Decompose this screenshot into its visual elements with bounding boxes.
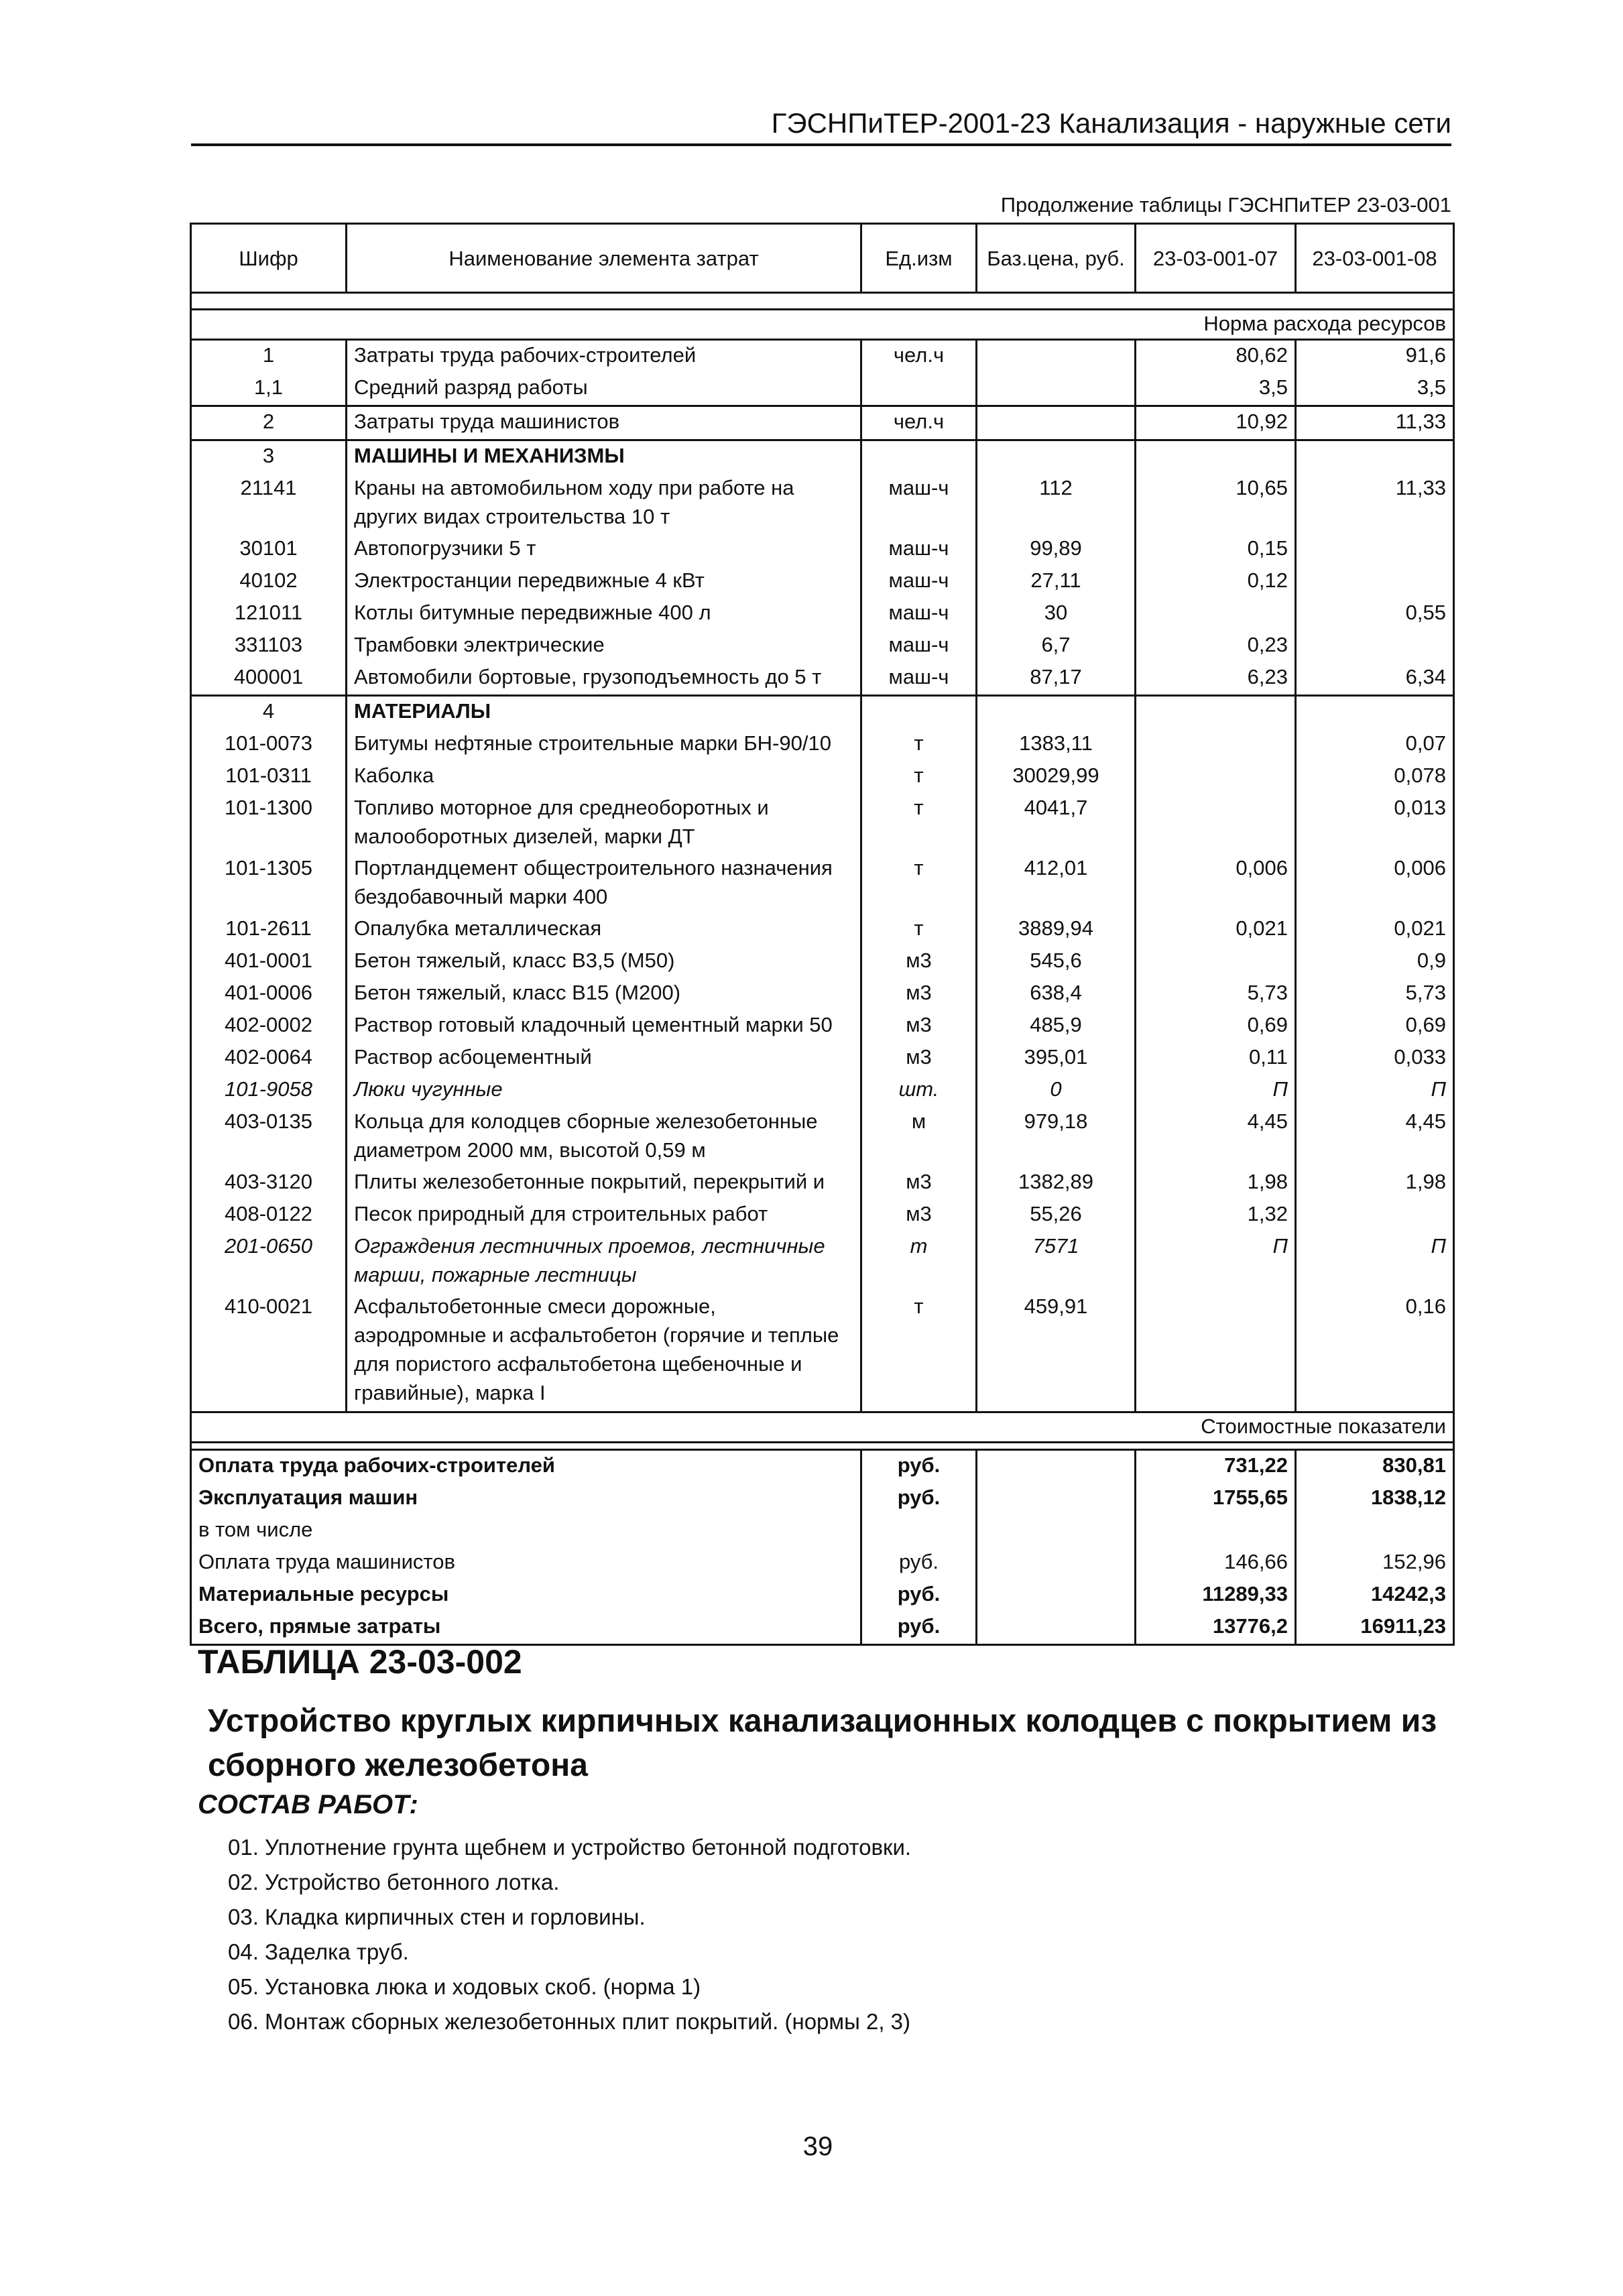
row-norm-08: 11,33	[1296, 473, 1454, 534]
row-name: Кольца для колодцев сборные железобетонные диаметром 2000 мм, высотой 0,59 м	[347, 1107, 861, 1167]
row-unit: м3	[861, 1010, 977, 1042]
row-price: 459,91	[977, 1292, 1136, 1412]
table-row	[191, 340, 1454, 373]
row-name: Бетон тяжелый, класс В3,5 (М50)	[347, 946, 861, 978]
row-price: 412,01	[977, 853, 1136, 914]
cost-value-07: 11289,33	[1136, 1579, 1296, 1612]
row-norm-08	[1296, 630, 1454, 662]
row-code: 3	[191, 440, 347, 474]
table-row	[191, 1010, 1454, 1042]
row-code: 402-0002	[191, 1010, 347, 1042]
row-norm-08: 0,033	[1296, 1042, 1454, 1075]
row-price: 30029,99	[977, 761, 1136, 793]
running-header: ГЭСНПиТЕР-2001-23 Канализация - наружные сети	[191, 107, 1451, 146]
row-code: 40102	[191, 566, 347, 598]
row-code: 331103	[191, 630, 347, 662]
row-norm-08: П	[1296, 1231, 1454, 1292]
row-code: 101-2611	[191, 914, 347, 946]
row-price	[977, 440, 1136, 474]
row-price: 3889,94	[977, 914, 1136, 946]
cost-row	[191, 1483, 1454, 1515]
cost-label: Оплата труда рабочих-строителей	[191, 1450, 861, 1484]
section-label-norms: Норма расхода ресурсов	[191, 310, 1454, 340]
cost-value-08: 1838,12	[1296, 1483, 1454, 1515]
column-header-code: Шифр	[191, 224, 347, 293]
row-name: Битумы нефтяные строительные марки БН-90/10	[347, 729, 861, 761]
row-norm-07	[1136, 1292, 1296, 1412]
cost-row	[191, 1547, 1454, 1579]
row-unit: маш-ч	[861, 630, 977, 662]
row-unit: м3	[861, 1042, 977, 1075]
row-norm-08	[1296, 566, 1454, 598]
section-row-costs	[191, 1412, 1454, 1443]
row-norm-08: 0,69	[1296, 1010, 1454, 1042]
table-row	[191, 946, 1454, 978]
row-code: 403-0135	[191, 1107, 347, 1167]
row-price: 27,11	[977, 566, 1136, 598]
row-price	[977, 340, 1136, 373]
row-norm-07: П	[1136, 1231, 1296, 1292]
row-name: Топливо моторное для среднеоборотных и малооборотных дизелей, марки ДТ	[347, 793, 861, 853]
row-price: 4041,7	[977, 793, 1136, 853]
row-norm-08	[1296, 696, 1454, 729]
table-row	[191, 406, 1454, 440]
row-unit: маш-ч	[861, 534, 977, 566]
row-unit: маш-ч	[861, 598, 977, 630]
cost-unit: руб.	[861, 1612, 977, 1645]
row-norm-08: П	[1296, 1075, 1454, 1107]
row-code: 2	[191, 406, 347, 440]
row-norm-08: 6,34	[1296, 662, 1454, 696]
row-code: 101-9058	[191, 1075, 347, 1107]
table-row	[191, 1199, 1454, 1231]
row-name: Ограждения лестничных проемов, лестничные марши, пожарные лестницы	[347, 1231, 861, 1292]
row-code: 101-1305	[191, 853, 347, 914]
row-norm-07: П	[1136, 1075, 1296, 1107]
row-unit: маш-ч	[861, 566, 977, 598]
table-row	[191, 534, 1454, 566]
row-unit: м3	[861, 946, 977, 978]
row-norm-08: 0,013	[1296, 793, 1454, 853]
row-norm-07: 80,62	[1136, 340, 1296, 373]
table-row	[191, 662, 1454, 696]
row-norm-08	[1296, 534, 1454, 566]
row-norm-07: 10,92	[1136, 406, 1296, 440]
row-norm-08: 4,45	[1296, 1107, 1454, 1167]
works-list-item: 02. Устройство бетонного лотка.	[228, 1870, 560, 1894]
row-code: 1	[191, 340, 347, 373]
row-name: Песок природный для строительных работ	[347, 1199, 861, 1231]
cost-value-07: 1755,65	[1136, 1483, 1296, 1515]
section-row-norms	[191, 310, 1454, 340]
column-header-name: Наименование элемента затрат	[347, 224, 861, 293]
row-name: Автомобили бортовые, грузоподъемность до 5 т	[347, 662, 861, 696]
table-header-row	[191, 224, 1454, 293]
row-price: 6,7	[977, 630, 1136, 662]
table-row	[191, 566, 1454, 598]
row-price: 485,9	[977, 1010, 1136, 1042]
cost-value-07	[1136, 1515, 1296, 1547]
page-number: 39	[802, 2132, 833, 2161]
row-norm-07	[1136, 946, 1296, 978]
row-code: 30101	[191, 534, 347, 566]
row-norm-07: 6,23	[1136, 662, 1296, 696]
row-code: 101-0073	[191, 729, 347, 761]
row-norm-07: 0,12	[1136, 566, 1296, 598]
table-row	[191, 853, 1454, 914]
column-header-unit: Ед.изм	[861, 224, 977, 293]
row-norm-08: 0,9	[1296, 946, 1454, 978]
table-row	[191, 598, 1454, 630]
row-norm-08	[1296, 440, 1454, 474]
row-code: 21141	[191, 473, 347, 534]
cost-label: Материальные ресурсы	[191, 1579, 861, 1612]
row-name: Автопогрузчики 5 т	[347, 534, 861, 566]
row-name: Раствор готовый кладочный цементный марки 50	[347, 1010, 861, 1042]
row-unit: т	[861, 853, 977, 914]
cost-unit: руб.	[861, 1579, 977, 1612]
row-unit: м3	[861, 1199, 977, 1231]
row-unit: чел.ч	[861, 340, 977, 373]
row-price: 99,89	[977, 534, 1136, 566]
row-norm-08: 91,6	[1296, 340, 1454, 373]
row-name: Люки чугунные	[347, 1075, 861, 1107]
row-price: 30	[977, 598, 1136, 630]
row-price: 979,18	[977, 1107, 1136, 1167]
row-price: 55,26	[977, 1199, 1136, 1231]
row-norm-07: 0,11	[1136, 1042, 1296, 1075]
row-price: 545,6	[977, 946, 1136, 978]
table-row	[191, 373, 1454, 406]
column-header-norm-08: 23-03-001-08	[1296, 224, 1454, 293]
cost-value-07: 13776,2	[1136, 1612, 1296, 1645]
row-code: 1,1	[191, 373, 347, 406]
row-price: 1382,89	[977, 1167, 1136, 1199]
row-price: 112	[977, 473, 1136, 534]
row-code: 410-0021	[191, 1292, 347, 1412]
table-row	[191, 761, 1454, 793]
cost-label: Эксплуатация машин	[191, 1483, 861, 1515]
row-norm-07	[1136, 440, 1296, 474]
row-unit	[861, 696, 977, 729]
cost-value-07: 731,22	[1136, 1450, 1296, 1484]
row-name: Электростанции передвижные 4 кВт	[347, 566, 861, 598]
row-code: 101-1300	[191, 793, 347, 853]
works-list-item: 05. Установка люка и ходовых скоб. (норма 1)	[228, 1974, 701, 1999]
resource-norms-table	[190, 223, 1455, 1646]
table-row	[191, 630, 1454, 662]
works-list-item: 04. Заделка труб.	[228, 1939, 409, 1964]
row-name: Котлы битумные передвижные 400 л	[347, 598, 861, 630]
table-title: ТАБЛИЦА 23-03-002	[198, 1643, 522, 1681]
cost-value-08: 14242,3	[1296, 1579, 1454, 1612]
table-row	[191, 440, 1454, 474]
row-code: 201-0650	[191, 1231, 347, 1292]
cost-row	[191, 1515, 1454, 1547]
row-code: 4	[191, 696, 347, 729]
row-name: Бетон тяжелый, класс В15 (М200)	[347, 978, 861, 1010]
row-name: Трамбовки электрические	[347, 630, 861, 662]
row-unit	[861, 440, 977, 474]
row-name: Затраты труда машинистов	[347, 406, 861, 440]
row-name: Асфальтобетонные смеси дорожные, аэродромные и асфальтобетон (горячие и теплые для пористого асфальтобетона щебеночные и гравийные), марка I	[347, 1292, 861, 1412]
row-name: МАТЕРИАЛЫ	[347, 696, 861, 729]
row-name: Каболка	[347, 761, 861, 793]
table-row	[191, 978, 1454, 1010]
row-name: Плиты железобетонные покрытий, перекрытий и	[347, 1167, 861, 1199]
row-code: 101-0311	[191, 761, 347, 793]
cost-label: в том числе	[191, 1515, 861, 1547]
table-row	[191, 1292, 1454, 1412]
row-unit: т	[861, 761, 977, 793]
table-row	[191, 729, 1454, 761]
row-unit: маш-ч	[861, 473, 977, 534]
cost-label: Всего, прямые затраты	[191, 1612, 861, 1645]
row-norm-08	[1296, 1199, 1454, 1231]
cost-row	[191, 1579, 1454, 1612]
row-norm-07	[1136, 598, 1296, 630]
row-name: Портландцемент общестроительного назначения бездобавочный марки 400	[347, 853, 861, 914]
row-name: МАШИНЫ И МЕХАНИЗМЫ	[347, 440, 861, 474]
row-norm-07: 1,32	[1136, 1199, 1296, 1231]
table-row	[191, 696, 1454, 729]
header-gap-row	[191, 293, 1454, 310]
cost-unit: руб.	[861, 1450, 977, 1484]
cost-label: Оплата труда машинистов	[191, 1547, 861, 1579]
row-price	[977, 696, 1136, 729]
table-row	[191, 1167, 1454, 1199]
works-heading: СОСТАВ РАБОТ:	[198, 1790, 418, 1819]
works-list-item: 03. Кладка кирпичных стен и горловины.	[228, 1905, 646, 1929]
row-unit: т	[861, 729, 977, 761]
column-header-norm-07: 23-03-001-07	[1136, 224, 1296, 293]
cost-value-08	[1296, 1515, 1454, 1547]
row-norm-07	[1136, 793, 1296, 853]
row-code: 401-0006	[191, 978, 347, 1010]
row-norm-07: 10,65	[1136, 473, 1296, 534]
cost-value-08: 830,81	[1296, 1450, 1454, 1484]
works-list-item: 06. Монтаж сборных железобетонных плит покрытий. (нормы 2, 3)	[228, 2009, 911, 2034]
row-unit: м3	[861, 978, 977, 1010]
cost-value-08: 152,96	[1296, 1547, 1454, 1579]
table-row	[191, 793, 1454, 853]
section-label-costs: Стоимостные показатели	[191, 1412, 1454, 1443]
cost-row	[191, 1612, 1454, 1645]
row-price: 638,4	[977, 978, 1136, 1010]
costs-gap-row	[191, 1443, 1454, 1450]
row-code: 121011	[191, 598, 347, 630]
row-code: 403-3120	[191, 1167, 347, 1199]
row-norm-08: 0,07	[1296, 729, 1454, 761]
row-price: 87,17	[977, 662, 1136, 696]
column-header-price: Баз.цена, руб.	[977, 224, 1136, 293]
cost-row	[191, 1450, 1454, 1484]
row-name: Затраты труда рабочих-строителей	[347, 340, 861, 373]
row-price	[977, 406, 1136, 440]
table-row	[191, 1231, 1454, 1292]
table-row	[191, 1107, 1454, 1167]
row-norm-07: 4,45	[1136, 1107, 1296, 1167]
row-unit: т	[861, 914, 977, 946]
row-unit: т	[861, 1231, 977, 1292]
table-subtitle: Устройство круглых кирпичных канализационных колодцев с покрытием из сборного железобетона	[208, 1703, 1437, 1783]
row-norm-07	[1136, 696, 1296, 729]
row-norm-07: 0,006	[1136, 853, 1296, 914]
table-row	[191, 914, 1454, 946]
row-norm-08: 5,73	[1296, 978, 1454, 1010]
row-unit: чел.ч	[861, 406, 977, 440]
cost-unit: руб.	[861, 1547, 977, 1579]
row-unit: шт.	[861, 1075, 977, 1107]
row-price: 1383,11	[977, 729, 1136, 761]
row-price: 0	[977, 1075, 1136, 1107]
row-price: 7571	[977, 1231, 1136, 1292]
row-norm-07: 1,98	[1136, 1167, 1296, 1199]
table-row	[191, 1042, 1454, 1075]
cost-value-07: 146,66	[1136, 1547, 1296, 1579]
row-norm-07: 0,15	[1136, 534, 1296, 566]
row-norm-07: 5,73	[1136, 978, 1296, 1010]
row-norm-08: 0,021	[1296, 914, 1454, 946]
row-unit: т	[861, 1292, 977, 1412]
works-list	[228, 1830, 911, 2039]
row-norm-07	[1136, 729, 1296, 761]
row-unit: т	[861, 793, 977, 853]
row-unit: м3	[861, 1167, 977, 1199]
row-norm-07: 0,021	[1136, 914, 1296, 946]
works-list-item: 01. Уплотнение грунта щебнем и устройство бетонной подготовки.	[228, 1835, 912, 1860]
row-price: 395,01	[977, 1042, 1136, 1075]
table-row	[191, 1075, 1454, 1107]
row-norm-08: 0,55	[1296, 598, 1454, 630]
row-norm-07	[1136, 761, 1296, 793]
row-code: 400001	[191, 662, 347, 696]
row-code: 408-0122	[191, 1199, 347, 1231]
row-norm-08: 0,16	[1296, 1292, 1454, 1412]
cost-unit: руб.	[861, 1483, 977, 1515]
row-unit: маш-ч	[861, 662, 977, 696]
table-row	[191, 473, 1454, 534]
row-norm-07: 3,5	[1136, 373, 1296, 406]
row-code: 401-0001	[191, 946, 347, 978]
row-norm-08: 11,33	[1296, 406, 1454, 440]
cost-unit	[861, 1515, 977, 1547]
row-name: Раствор асбоцементный	[347, 1042, 861, 1075]
row-name: Краны на автомобильном ходу при работе на других видах строительства 10 т	[347, 473, 861, 534]
row-norm-07: 0,69	[1136, 1010, 1296, 1042]
row-name: Опалубка металлическая	[347, 914, 861, 946]
row-code: 402-0064	[191, 1042, 347, 1075]
cost-value-08: 16911,23	[1296, 1612, 1454, 1645]
table-continuation-label: Продолжение таблицы ГЭСНПиТЕР 23-03-001	[1000, 193, 1451, 217]
row-price	[977, 373, 1136, 406]
row-norm-07: 0,23	[1136, 630, 1296, 662]
row-norm-08: 1,98	[1296, 1167, 1454, 1199]
row-norm-08: 0,006	[1296, 853, 1454, 914]
row-norm-08: 3,5	[1296, 373, 1454, 406]
row-norm-08: 0,078	[1296, 761, 1454, 793]
row-unit	[861, 373, 977, 406]
row-name: Средний разряд работы	[347, 373, 861, 406]
row-unit: м	[861, 1107, 977, 1167]
